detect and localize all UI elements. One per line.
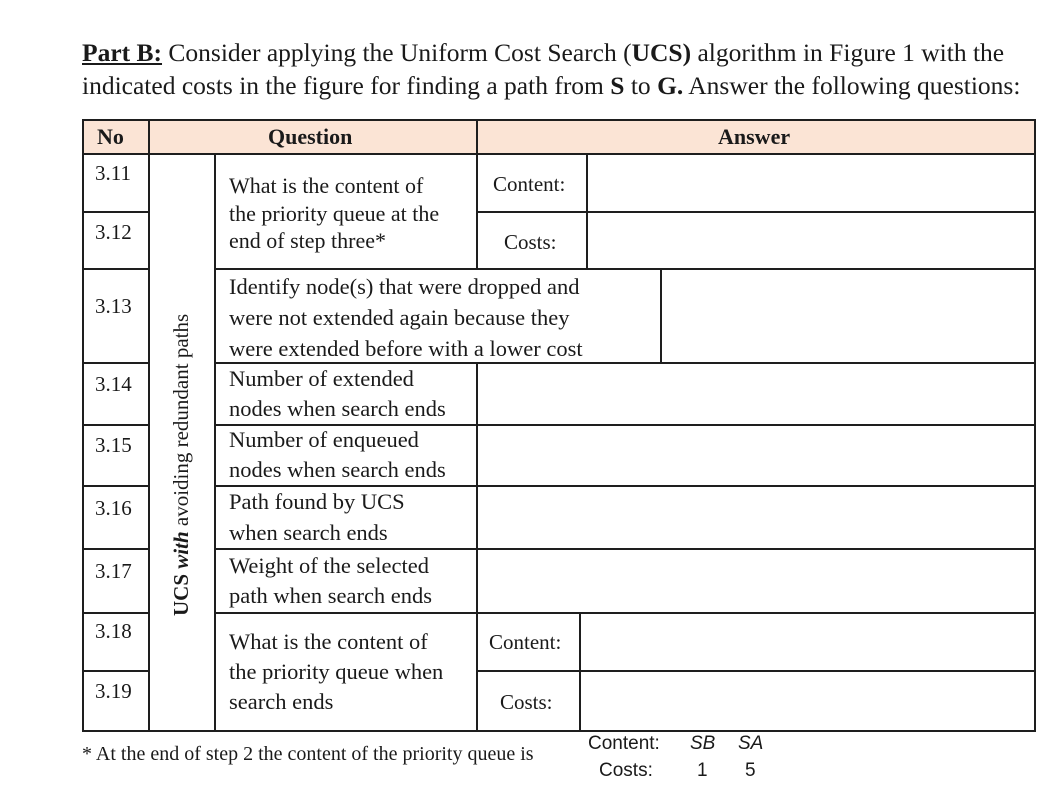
row-number: 3.11 (95, 161, 131, 185)
table-rule (215, 268, 1036, 270)
s-bold: S (610, 71, 625, 100)
question-3-16-line: when search ends (229, 520, 388, 545)
table-rule (82, 548, 149, 550)
table-border-top (82, 119, 1036, 121)
row-number: 3.14 (95, 372, 132, 396)
content-label: Content: (493, 172, 566, 196)
table-rule-vertical (148, 119, 150, 732)
question-3-14-line: Number of extended (229, 366, 414, 391)
side-label-rest: avoiding redundant paths (169, 313, 193, 532)
header-no: No (97, 124, 124, 149)
side-label (169, 314, 194, 616)
table-header-row (82, 120, 1035, 154)
question-3-15-line: nodes when search ends (229, 457, 446, 482)
table-rule (82, 362, 149, 364)
intro-text-1: Consider applying the Uniform Cost Search ( (162, 38, 632, 67)
table-rule-vertical (476, 119, 478, 269)
question-3-11-line: What is the content of (229, 173, 424, 198)
header-answer: Answer (718, 124, 791, 149)
table-rule (477, 211, 1036, 213)
intro-text-2: algorithm in Figure 1 with the indicated costs in the figure for finding a path from (82, 38, 1005, 100)
footnote-costs-label: Costs: (599, 760, 653, 781)
table-rule-vertical (660, 268, 662, 363)
question-3-16-line: Path found by UCS (229, 489, 405, 514)
table-rule-vertical (579, 612, 581, 732)
question-3-11-line: end of step three* (229, 228, 386, 253)
side-label-ucs: UCS (169, 568, 193, 616)
table-rule (82, 211, 149, 213)
intro-text-4: Answer the following questions: (683, 71, 1021, 100)
table-rule (82, 424, 149, 426)
content-label: Content: (489, 630, 562, 654)
table-border-bottom (82, 730, 1036, 732)
row-number: 3.18 (95, 619, 132, 643)
costs-label: Costs: (500, 690, 553, 714)
question-3-13-line: were not extended again because they (229, 305, 570, 330)
table-border-left (82, 119, 84, 732)
table-rule (82, 153, 1036, 155)
row-number: 3.15 (95, 433, 132, 457)
footnote-cost: 1 (697, 760, 708, 781)
row-number: 3.16 (95, 496, 132, 520)
footnote-text: * At the end of step 2 the content of the priority queue is (82, 743, 534, 765)
footnote-node: SA (738, 733, 764, 754)
table-rule-vertical (476, 362, 478, 732)
table-rule (82, 268, 149, 270)
question-3-17-line: path when search ends (229, 583, 433, 608)
intro-text-3: to (624, 71, 658, 100)
table-rule (82, 670, 149, 672)
table-border-right (1034, 119, 1036, 732)
question-3-17-line: Weight of the selected (229, 553, 429, 578)
question-3-15-line: Number of enqueued (229, 427, 419, 452)
footnote-content-label: Content: (588, 733, 660, 754)
side-label-with: with (169, 531, 193, 569)
g-bold: G. (657, 71, 684, 100)
table-rule (477, 670, 1036, 672)
question-3-13-line: Identify node(s) that were dropped and (229, 274, 580, 299)
part-label: Part B: (82, 38, 163, 67)
table-rule-vertical (586, 153, 588, 269)
footnote-node: SB (690, 733, 716, 754)
table-rule-vertical (214, 153, 216, 732)
row-number: 3.12 (95, 220, 132, 244)
question-3-11-line: the priority queue at the (229, 201, 440, 226)
table-rule (215, 548, 1036, 550)
question-3-13-line: were extended before with a lower cost (229, 336, 583, 361)
table-rule (82, 612, 149, 614)
intro-paragraph (82, 36, 1042, 102)
table-rule (215, 612, 1036, 614)
footnote-cost: 5 (745, 760, 756, 781)
costs-label: Costs: (504, 230, 557, 254)
ucs-bold: UCS) (631, 38, 692, 67)
question-3-18-line: What is the content of (229, 629, 428, 654)
header-question: Question (268, 124, 353, 149)
question-3-18-line: search ends (229, 689, 334, 714)
row-number: 3.13 (95, 294, 132, 318)
question-3-18-line: the priority queue when (229, 659, 444, 684)
row-number: 3.17 (95, 559, 132, 583)
row-number: 3.19 (95, 679, 132, 703)
question-3-14-line: nodes when search ends (229, 396, 446, 421)
table-rule (82, 485, 149, 487)
